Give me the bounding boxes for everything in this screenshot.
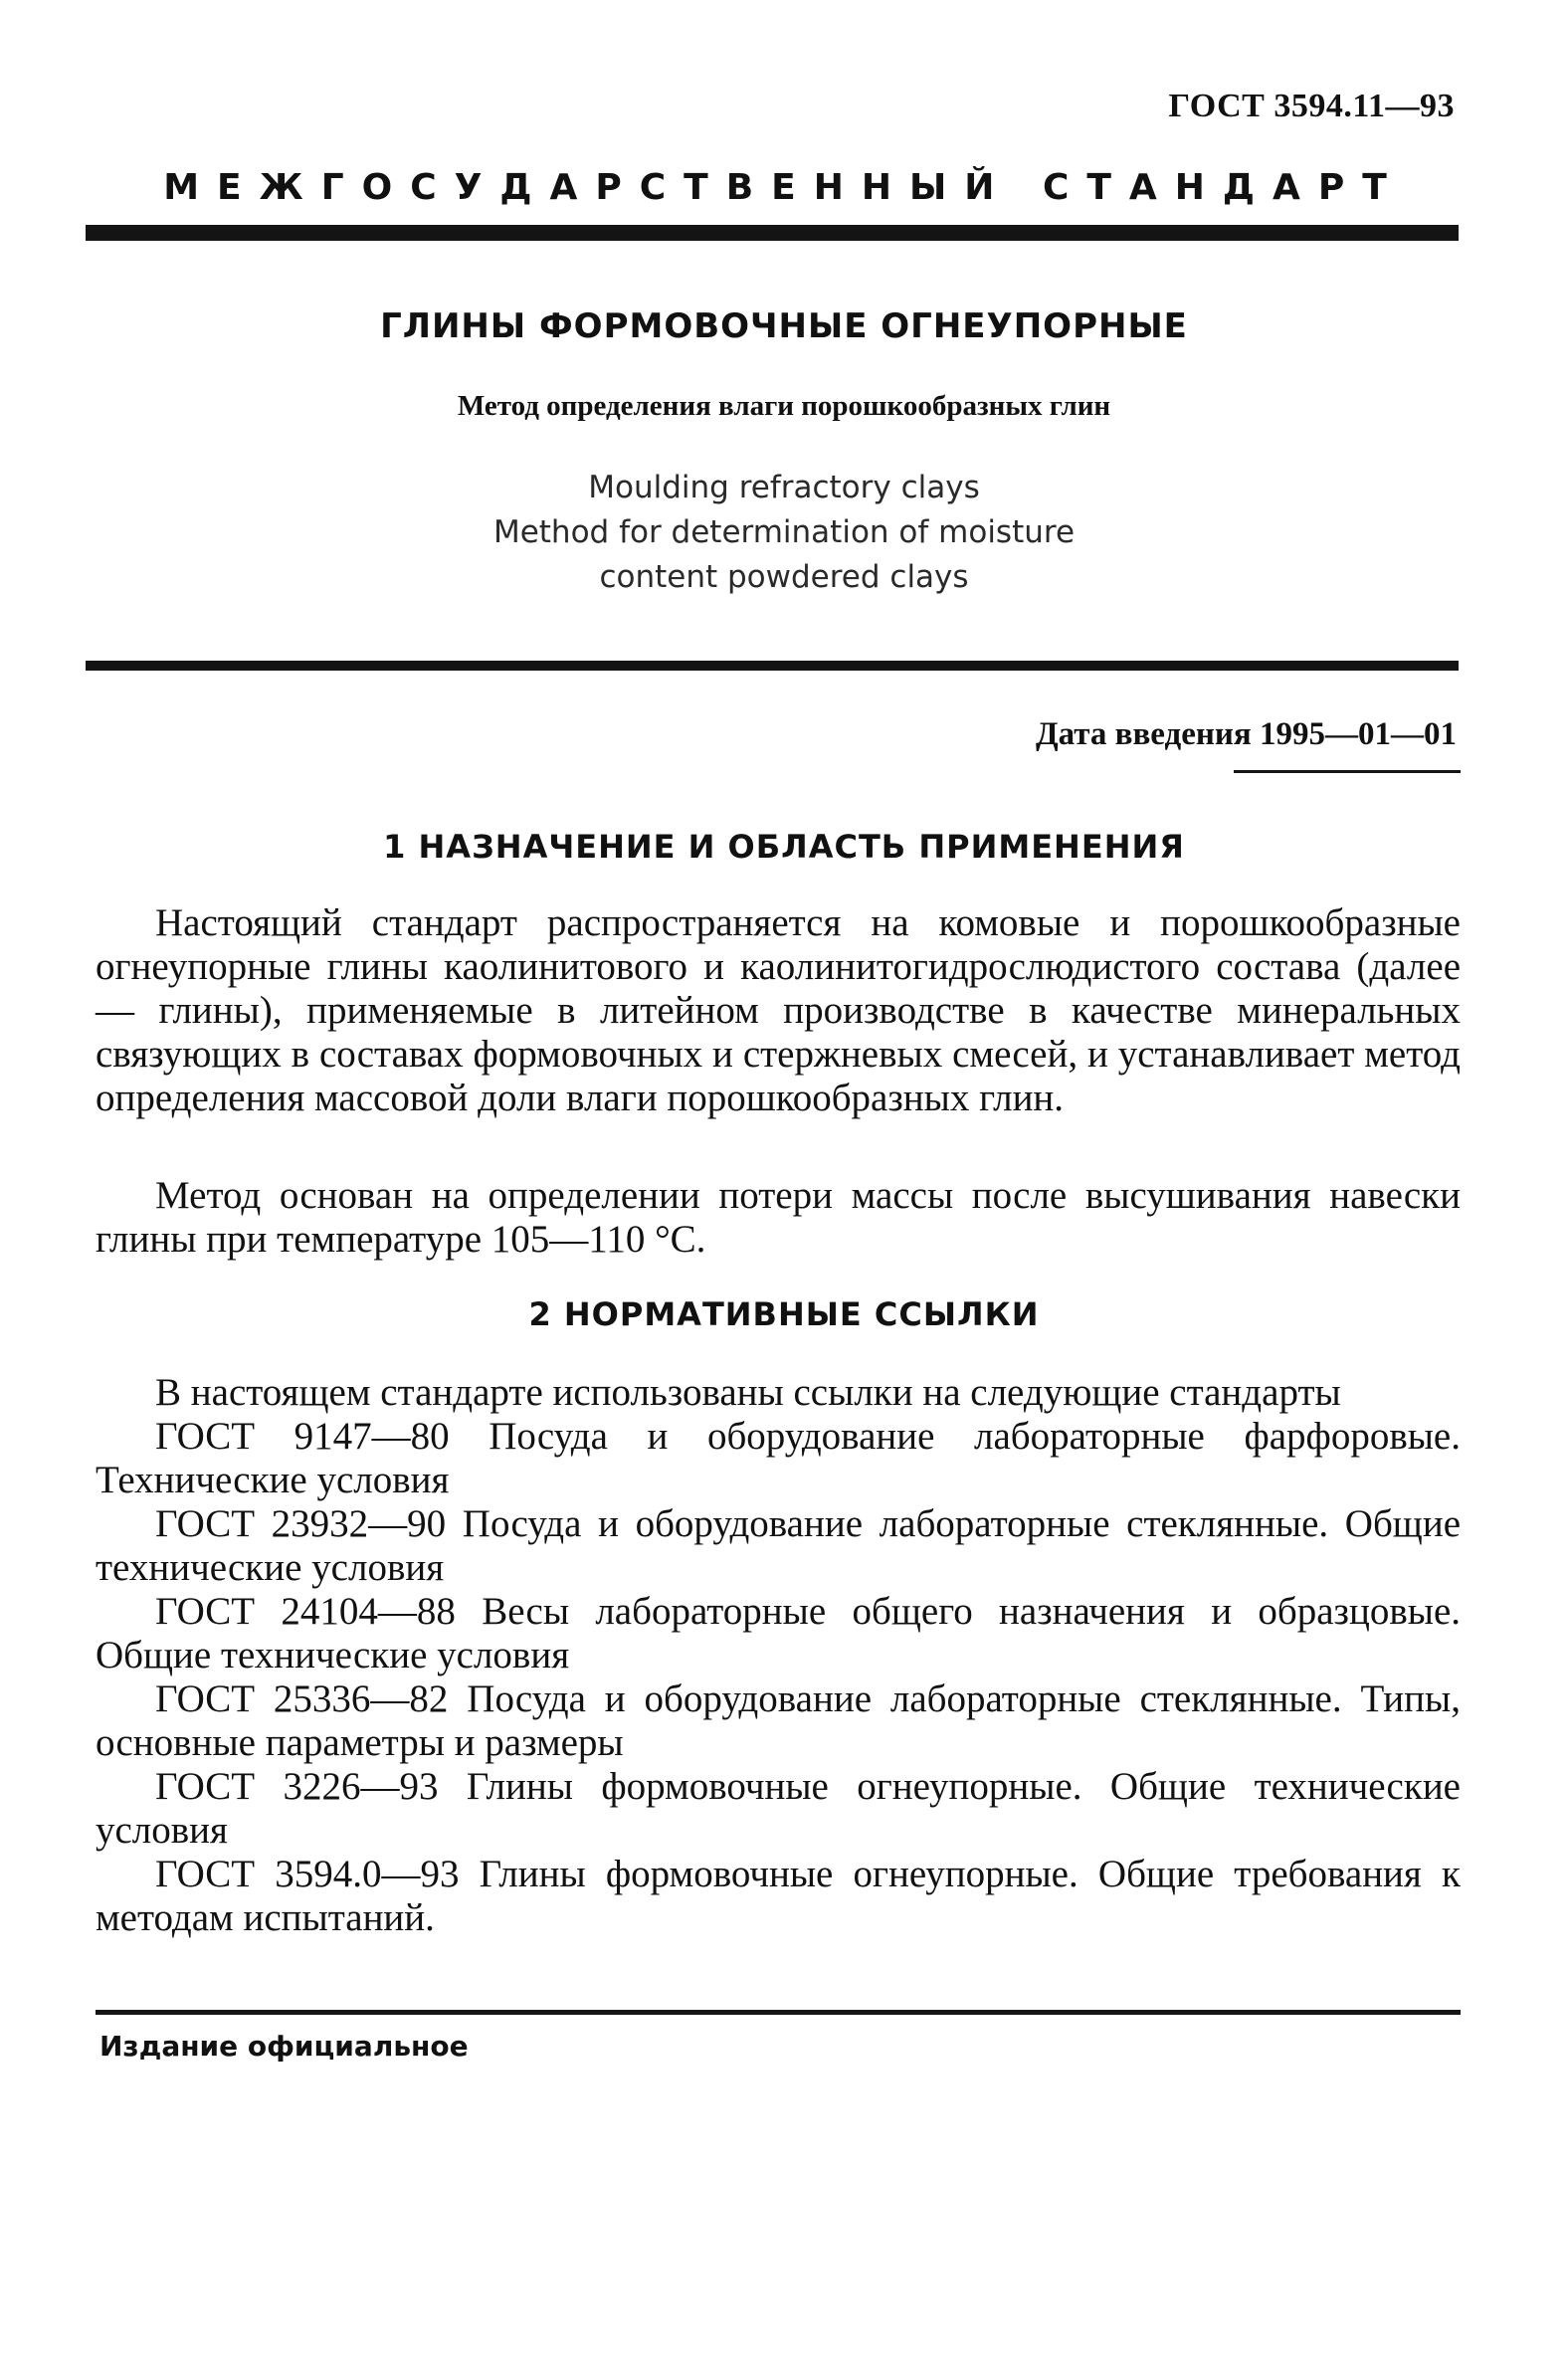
- reference-item: ГОСТ 3594.0—93 Глины формовочные огнеупорные. Общие требования к методам испытаний.: [96, 1853, 1461, 1939]
- section-1-paragraph: Метод основан на определении потери массы после высушивания навески глины при температуре 105—110 °С.: [96, 1174, 1461, 1261]
- reference-item: ГОСТ 23932—90 Посуда и оборудование лабораторные стеклянные. Общие технические условия: [96, 1502, 1461, 1589]
- reference-item: ГОСТ 25336—82 Посуда и оборудование лабораторные стеклянные. Типы, основные параметры и размеры: [96, 1677, 1461, 1764]
- reference-item: ГОСТ 3226—93 Глины формовочные огнеупорные. Общие технические условия: [96, 1765, 1461, 1852]
- header-rule: [86, 225, 1459, 241]
- footer-rule: [96, 2010, 1461, 2015]
- english-title-line: Method for determination of moisture: [492, 514, 1076, 550]
- english-title: [0, 466, 1568, 600]
- edition-note: Издание официальное: [99, 2030, 469, 2063]
- date-underline: [1234, 770, 1461, 773]
- standard-type-heading: МЕЖГОСУДАРСТВЕННЫЙ СТАНДАРТ: [163, 167, 1405, 208]
- reference-item: ГОСТ 24104—88 Весы лабораторные общего назначения и образцовые. Общие технические условия: [96, 1590, 1461, 1676]
- references-list: [96, 1371, 1461, 1940]
- english-title-line: content powdered clays: [599, 559, 969, 595]
- section-2-heading: 2 НОРМАТИВНЫЕ ССЫЛКИ: [528, 1295, 1040, 1333]
- reference-item: ГОСТ 9147—80 Посуда и оборудование лабораторные фарфоровые. Технические условия: [96, 1415, 1461, 1501]
- document-number: ГОСТ 3594.11—93: [1168, 88, 1455, 124]
- title-rule: [86, 661, 1459, 671]
- section-1-paragraph: Настоящий стандарт распространяется на комовые и порошкообразные огнеупорные глины каолинитового и каолинитогидрослюдистого состава (далее — глины), применяемые в литейном производстве в качестве минеральных связующих в составах формовочных и стержневых смесей, и устанавливает метод определения массовой доли влаги порошкообразных глин.: [96, 901, 1461, 1119]
- english-title-line: Moulding refractory clays: [588, 470, 980, 505]
- introduction-date: Дата введения 1995—01—01: [1035, 716, 1457, 752]
- document-subtitle: Метод определения влаги порошкообразных глин: [457, 390, 1111, 422]
- section-1-heading: 1 НАЗНАЧЕНИЕ И ОБЛАСТЬ ПРИМЕНЕНИЯ: [383, 828, 1185, 866]
- references-intro: В настоящем стандарте использованы ссылки на следующие стандарты: [155, 1371, 1341, 1414]
- document-title: ГЛИНЫ ФОРМОВОЧНЫЕ ОГНЕУПОРНЫЕ: [380, 306, 1188, 346]
